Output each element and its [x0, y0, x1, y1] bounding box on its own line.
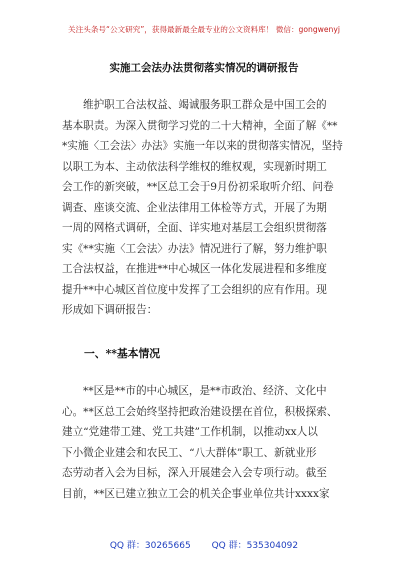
text-line: 建立“党建带工建、党工共建”工作机制，以推动xx人以 — [62, 426, 318, 438]
section-heading: 一、**基本情况 — [84, 347, 161, 360]
footer — [0, 538, 408, 551]
text-line: 会工作的新突破，**区总工会于9月份初采取听介绍、问卷 — [62, 181, 334, 193]
paragraph-1 — [62, 95, 362, 321]
text-line: 态劳动者入会为目标，深入开展建会入会专项行动。截至 — [62, 467, 327, 479]
text-line: 实《**实施〈工会法〉办法》情况进行了解，努力维护职 — [62, 242, 327, 255]
text-line: 形成如下调研报告： — [62, 304, 158, 316]
text-line: 基本职责。为深入贯彻学习党的二十大精神，全面了解《** — [62, 119, 338, 132]
footer-qq-group-1: QQ 群：30265665 — [109, 541, 191, 551]
text-line: 提升**中心城区首位度中发挥了工会组织的应有作用。现 — [62, 283, 327, 296]
paragraph-2 — [62, 381, 362, 504]
text-line: 心。**区总工会始终坚持把政治建设摆在首位，积极探索、 — [62, 405, 338, 418]
text-line: **区是**市的中心城区，是**市政治、经济、文化中 — [83, 385, 327, 397]
text-line: 目前，**区已建立独立工会的机关企事业单位共计xxxx家 — [62, 487, 330, 500]
header-banner: 关注头条号“公文研究”，获得最新最全最专业的公文资料库！ 微信：gongwenyj — [68, 25, 340, 34]
document-title: 实施工会法办法贯彻落实情况的调研报告 — [109, 62, 299, 74]
text-line: 以职工为本、主动依法科学维权的维权观，实现新时期工 — [62, 160, 327, 173]
footer-qq-group-2: QQ 群：535304092 — [211, 541, 299, 551]
text-line: 调查、座谈交流、企业法律用工体检等方式，开展了为期 — [62, 201, 327, 214]
text-line: 下小微企业建会和农民工、“八大群体”职工、新就业形 — [62, 446, 317, 459]
text-line: *实施〈工会法〉办法》实施一年以来的贯彻落实情况，坚持 — [62, 140, 343, 152]
text-line: 维护职工合法权益、竭诚服务职工群众是中国工会的 — [83, 99, 327, 111]
text-line: 一周的网格式调研，全面、详实地对基层工会组织贯彻落 — [62, 222, 327, 234]
text-line: 工合法权益，在推进**中心城区一体化发展进程和多维度 — [62, 263, 327, 275]
